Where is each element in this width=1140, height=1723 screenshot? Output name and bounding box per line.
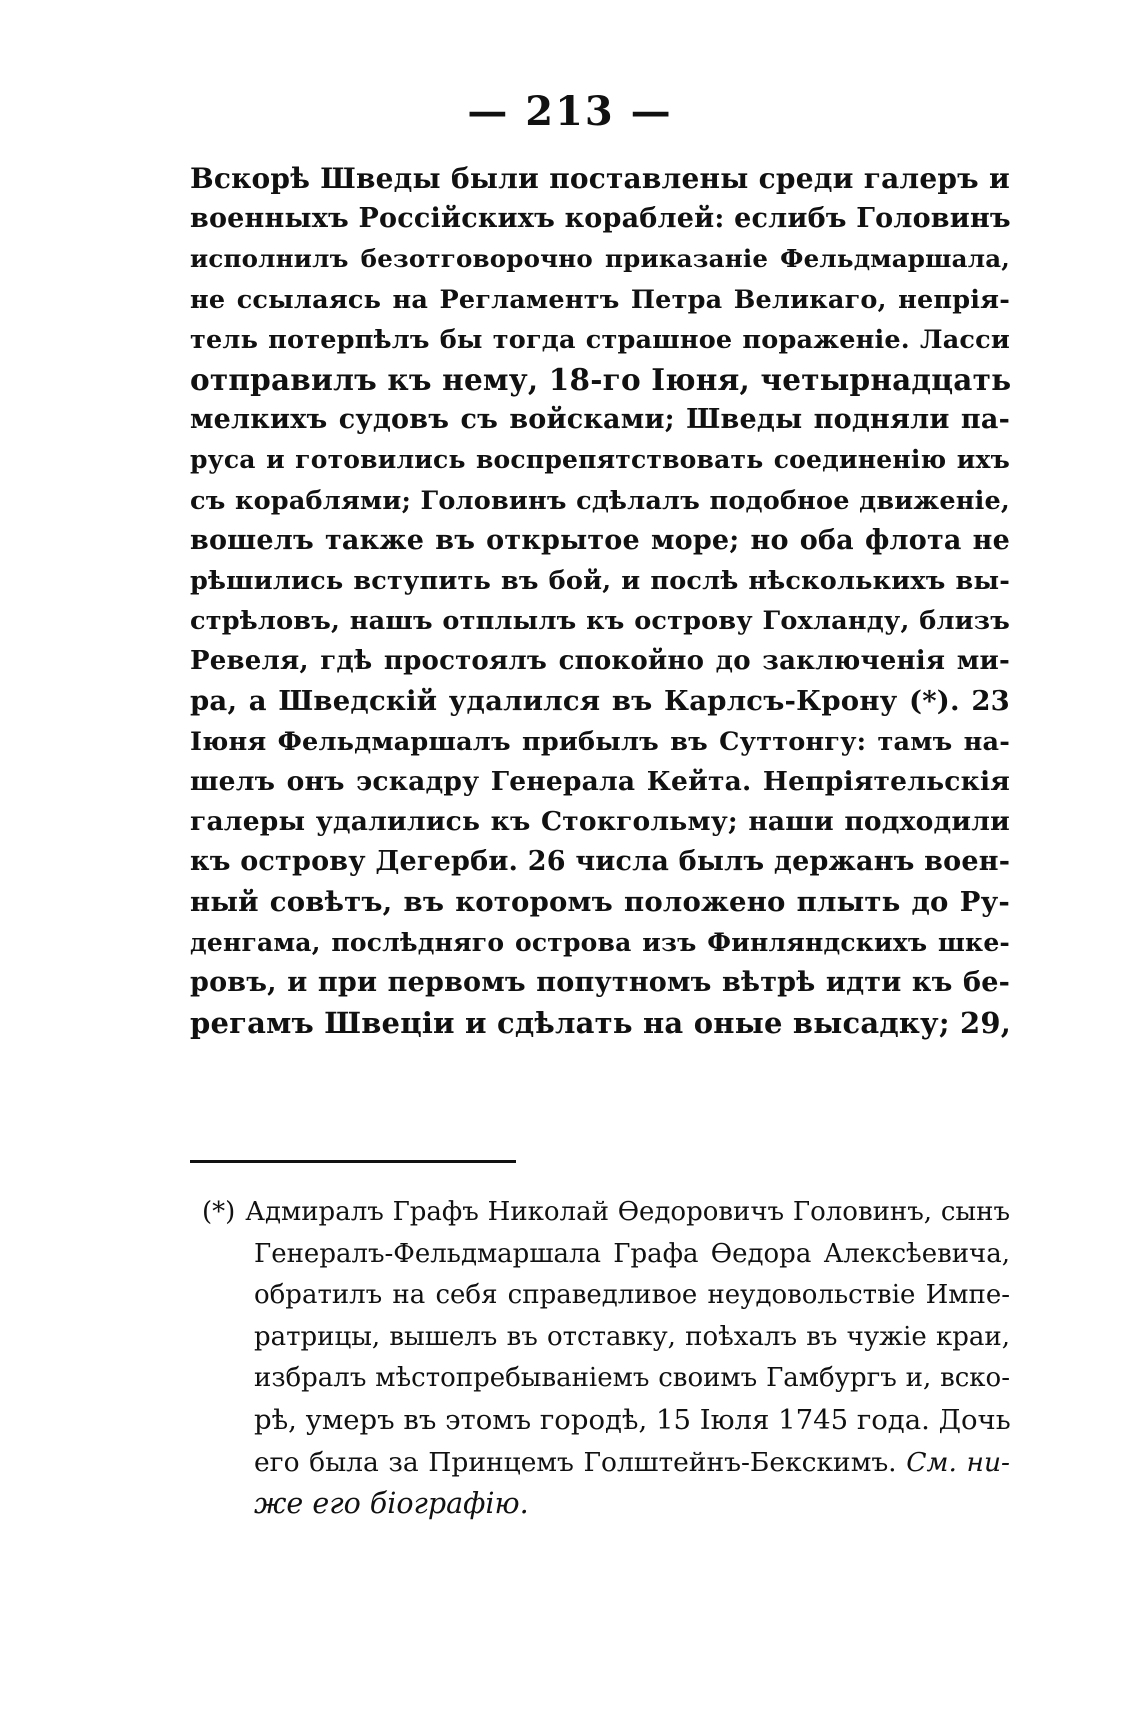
main-text-line: руса и готовились воспрепятствовать соединенію ихъ xyxy=(190,445,1010,475)
footnote-line-text: Адмиралъ Графъ Николай Ѳедоровичъ Головинъ, сынъ xyxy=(245,1197,1010,1227)
main-text-line: Ревеля, гдѣ простоялъ спокойно до заключенія ми- xyxy=(190,646,1010,677)
main-text-line: не ссылаясь на Регламентъ Петра Великаго, непрія- xyxy=(190,284,1010,315)
footnote-see-also-continued: же его біографію. xyxy=(254,1487,529,1521)
footnote-line xyxy=(202,1483,1010,1525)
footnote-line: Генералъ-Фельдмаршала Графа Ѳедора Алексѣевича, xyxy=(254,1238,1010,1269)
main-text-line: исполнилъ безотговорочно приказаніе Фельдмаршала, xyxy=(190,244,1010,274)
main-text-line: галеры удалились къ Стокгольму; наши подходили xyxy=(190,806,1010,837)
footnote-line xyxy=(202,1192,1010,1234)
main-text-line: съ кораблями; Головинъ сдѣлалъ подобное движеніе, xyxy=(190,485,1010,516)
main-text-block xyxy=(190,159,1010,1043)
footnote-line: рѣ, умеръ въ этомъ городѣ, 15 Іюля 1745 года. Дочь xyxy=(254,1403,1011,1436)
footnote-line-text: его была за Принцемъ Голштейнъ-Бекскимъ. xyxy=(254,1446,897,1478)
main-text-line: Іюня Фельдмаршалъ прибылъ въ Суттонгу: тамъ на- xyxy=(190,726,1010,757)
main-text-line: шелъ онъ эскадру Генерала Кейта. Непріятельскія xyxy=(190,765,1010,797)
footnote-line: избралъ мѣстопребываніемъ своимъ Гамбургъ и, вско- xyxy=(254,1363,1010,1394)
main-text-line: денгама, послѣдняго острова изъ Финляндскихъ шке- xyxy=(190,927,1010,957)
footnote-line: ратрицы, вышелъ въ отставку, поѣхалъ въ чужіе краи, xyxy=(254,1321,1010,1352)
main-text-line: рѣшились вступить въ бой, и послѣ нѣсколькихъ вы- xyxy=(190,565,1010,596)
footnote-line: обратилъ на себя справедливое неудовольствіе Импе- xyxy=(254,1280,1010,1311)
main-text-line: мелкихъ судовъ съ войсками; Шведы подняли па- xyxy=(190,404,1010,436)
main-text-line: ровъ, и при первомъ попутномъ вѣтрѣ идти къ бе- xyxy=(190,966,1010,998)
main-text-line: военныхъ Россійскихъ кораблей: еслибъ Головинъ xyxy=(190,203,1011,235)
main-text-line: отправилъ къ нему, 18-го Іюня, четырнадцать xyxy=(190,361,1012,397)
main-text-line: стрѣловъ, нашъ отплылъ къ острову Гохланду, близъ xyxy=(190,606,1010,637)
footnote-block xyxy=(202,1192,1010,1525)
footnote-divider xyxy=(190,1160,516,1163)
main-text-line: къ острову Дегерби. 26 числа былъ держанъ воен- xyxy=(190,846,1011,878)
main-text-line: регамъ Швеціи и сдѣлать на оные высадку; 29, xyxy=(190,1005,1012,1040)
main-text-line: тель потерпѣлъ бы тогда страшное пораженіе. Ласси xyxy=(190,324,1010,355)
main-text-line: ра, а Шведскій удалился въ Карлсъ-Крону (*). 23 xyxy=(190,685,1010,718)
footnote-marker: (*) xyxy=(202,1197,236,1227)
page-number: — 213 — xyxy=(467,88,673,135)
footnote-line xyxy=(202,1442,1010,1484)
main-text-line: ный совѣтъ, въ которомъ положено плыть до Ру- xyxy=(190,886,1010,919)
main-text-line: Вскорѣ Шведы были поставлены среди галеръ и xyxy=(190,162,1010,195)
footnote-see-also: См. ни- xyxy=(906,1446,1010,1478)
main-text-line: вошелъ также въ открытое море; но оба флота не xyxy=(190,524,1010,556)
